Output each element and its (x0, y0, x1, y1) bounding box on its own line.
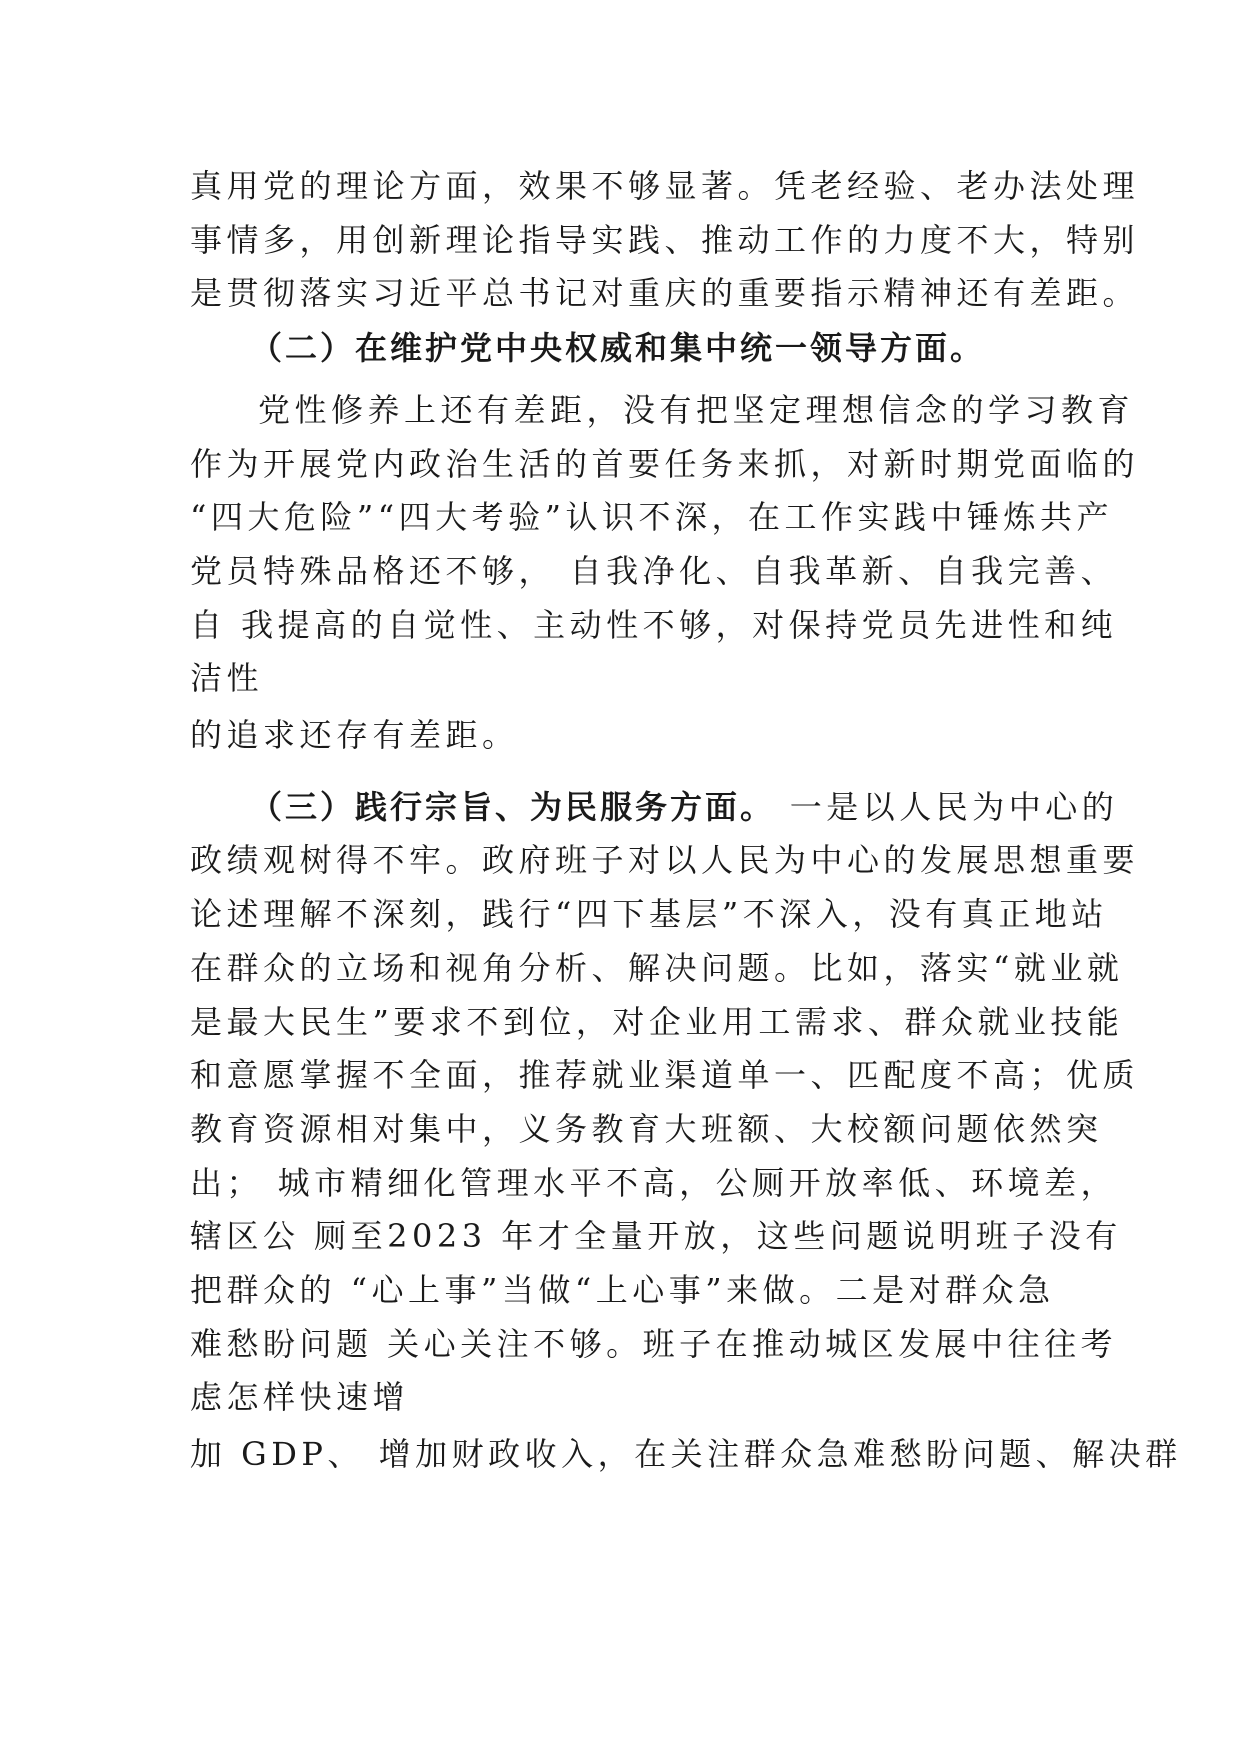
section-3-lead-text: 一是以人民为中心的 (775, 788, 1119, 826)
body-text-line: 是贯彻落实习近平总书记对重庆的重要指示精神还有差距。 (190, 274, 1140, 312)
body-text-line: 在群众的立场和视角分析、解决问题。比如，落实“就业就 (190, 949, 1124, 987)
body-text-line: 和意愿掌握不全面，推荐就业渠道单一、匹配度不高；优质 (190, 1056, 1140, 1094)
body-text-line: 政绩观树得不牢。政府班子对以人民为中心的发展思想重要 (190, 841, 1140, 879)
body-text-line: 出； 城市精细化管理水平不高，公厕开放率低、环境差， (190, 1164, 1118, 1202)
body-text-line: 难愁盼问题 关心关注不够。班子在推动城区发展中往往考 (190, 1325, 1118, 1363)
body-text-line: 把群众的 “心上事”当做“上心事”来做。二是对群众急 (190, 1271, 1055, 1309)
body-text-line: 教育资源相对集中，义务教育大班额、大校额问题依然突 (190, 1110, 1103, 1148)
body-text-line: 党性修养上还有差距，没有把坚定理想信念的学习教育 (258, 391, 1135, 429)
body-text-line: 真用党的理论方面，效果不够显著。凭老经验、老办法处理 (190, 167, 1140, 205)
body-text-line: 辖区公 厕至2023 年才全量开放，这些问题说明班子没有 (190, 1217, 1122, 1255)
body-text-line: 虑怎样快速增 (190, 1378, 410, 1416)
body-text-line: 作为开展党内政治生活的首要任务来抓，对新时期党面临的 (190, 445, 1140, 483)
body-text-line: 的追求还存有差距。 (190, 716, 519, 754)
body-text-line: 洁性 (190, 659, 264, 697)
body-text-line: 论述理解不深刻，践行“四下基层”不深入，没有真正地站 (190, 895, 1108, 933)
section-heading-2: （二）在维护党中央权威和集中统一领导方面。 (250, 329, 986, 367)
body-text-line: 自 我提高的自觉性、主动性不够，对保持党员先进性和纯 (190, 606, 1118, 644)
body-text-line: 党员特殊品格还不够， 自我净化、自我革新、自我完善、 (190, 552, 1118, 590)
section-heading-3: （三）践行宗旨、为民服务方面。 (250, 788, 776, 826)
body-text-line: 事情多，用创新理论指导实践、推动工作的力度不大，特别 (190, 221, 1140, 259)
body-text-line: 加 GDP、 增加财政收入，在关注群众急难愁盼问题、解决群 (190, 1435, 1182, 1473)
section-3-first-line (250, 787, 1118, 827)
body-text-line: “四大危险”“四大考验”认识不深，在工作实践中锤炼共产 (190, 498, 1113, 536)
body-text-line: 是最大民生”要求不到位，对企业用工需求、群众就业技能 (190, 1003, 1124, 1041)
